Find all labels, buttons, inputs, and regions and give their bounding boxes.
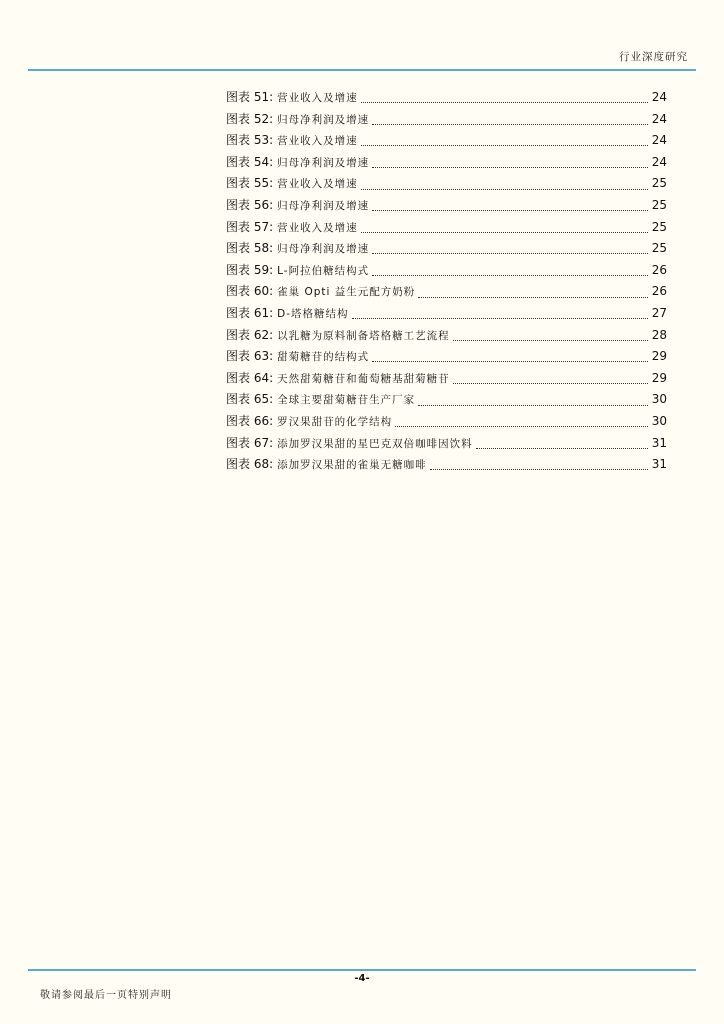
- toc-entry-page: 30: [651, 392, 667, 407]
- toc-entry-title: 归母净利润及增速: [277, 156, 370, 169]
- toc-entry-title: L-阿拉伯糖结构式: [277, 264, 370, 277]
- toc-entry-label: 图表 61:: [226, 305, 274, 320]
- toc-entry-title: D-塔格糖结构: [277, 307, 349, 320]
- toc-entry-label: 图表 68:: [226, 457, 274, 472]
- footer-divider: [28, 969, 696, 971]
- toc-entry-label: 图表 53:: [226, 133, 274, 148]
- toc-dot-leader: [372, 253, 648, 254]
- toc-entry-title: 营业收入及增速: [277, 135, 358, 148]
- toc-dot-leader: [361, 102, 648, 103]
- toc-entry-page: 27: [651, 305, 667, 320]
- toc-entry-title: 归母净利润及增速: [277, 243, 370, 256]
- toc-entry[interactable]: [226, 325, 667, 347]
- toc-dot-leader: [361, 145, 648, 146]
- toc-entry[interactable]: [226, 411, 667, 433]
- toc-entry-page: 24: [651, 133, 667, 148]
- toc-entry[interactable]: [226, 454, 667, 476]
- toc-entry-page: 26: [651, 262, 667, 277]
- toc-entry-label: 图表 62:: [226, 327, 274, 342]
- toc-dot-leader: [361, 189, 648, 190]
- toc-entry-title: 归母净利润及增速: [277, 199, 370, 212]
- toc-entry[interactable]: [226, 173, 667, 195]
- toc-entry-label: 图表 54:: [226, 154, 274, 169]
- toc-entry-label: 图表 58:: [226, 241, 274, 256]
- toc-entry-page: 24: [651, 111, 667, 126]
- toc-dot-leader: [453, 383, 648, 384]
- toc-entry-label: 图表 59:: [226, 262, 274, 277]
- toc-entry[interactable]: [226, 389, 667, 411]
- toc-entry[interactable]: [226, 87, 667, 109]
- toc-entry-title: 以乳糖为原料制备塔格糖工艺流程: [277, 329, 450, 342]
- toc-entry-title: 雀巢 Opti 益生元配方奶粉: [277, 286, 416, 299]
- toc-dot-leader: [430, 469, 648, 470]
- toc-entry-label: 图表 55:: [226, 176, 274, 191]
- toc-entry-title: 甜菊糖苷的结构式: [277, 351, 370, 364]
- toc-entry[interactable]: [226, 346, 667, 368]
- toc-entry-page: 25: [651, 176, 667, 191]
- toc-dot-leader: [361, 232, 648, 233]
- toc-entry-label: 图表 64:: [226, 370, 274, 385]
- toc-entry[interactable]: [226, 433, 667, 455]
- toc-dot-leader: [372, 167, 648, 168]
- toc-dot-leader: [418, 405, 648, 406]
- footer-disclaimer: 敬请参阅最后一页特别声明: [40, 990, 172, 1001]
- toc-entry-title: 营业收入及增速: [277, 178, 358, 191]
- toc-dot-leader: [395, 426, 648, 427]
- toc-entry-title: 全球主要甜菊糖苷生产厂家: [277, 394, 416, 407]
- toc-entry-label: 图表 57:: [226, 219, 274, 234]
- toc-entry-page: 25: [651, 197, 667, 212]
- toc-entry-page: 25: [651, 219, 667, 234]
- toc-entry[interactable]: [226, 281, 667, 303]
- toc-entry[interactable]: [226, 152, 667, 174]
- report-type-label: 行业深度研究: [619, 51, 688, 63]
- page-number: -4-: [354, 973, 370, 984]
- toc-entry[interactable]: [226, 195, 667, 217]
- toc-entry-title: 罗汉果甜苷的化学结构: [277, 415, 393, 428]
- toc-entry-page: 29: [651, 349, 667, 364]
- toc-entry-page: 24: [651, 154, 667, 169]
- toc-entry-title: 添加罗汉果甜的星巴克双倍咖啡因饮料: [277, 437, 473, 450]
- toc-entry-label: 图表 52:: [226, 111, 274, 126]
- toc-entry-label: 图表 51:: [226, 90, 274, 104]
- toc-entry-page: 31: [651, 435, 667, 450]
- toc-entry-title: 天然甜菊糖苷和葡萄糖基甜菊糖苷: [277, 372, 450, 385]
- toc-entry-page: 30: [651, 413, 667, 428]
- toc-entry-title: 添加罗汉果甜的雀巢无糖咖啡: [277, 459, 427, 472]
- toc-entry-title: 营业收入及增速: [277, 92, 358, 104]
- toc-entry[interactable]: [226, 130, 667, 152]
- toc-dot-leader: [453, 340, 648, 341]
- toc-dot-leader: [418, 297, 648, 298]
- figure-index-list: [226, 87, 667, 476]
- toc-entry-label: 图表 56:: [226, 197, 274, 212]
- toc-entry-label: 图表 66:: [226, 413, 274, 428]
- toc-entry-page: 25: [651, 241, 667, 256]
- toc-entry-label: 图表 60:: [226, 284, 274, 299]
- toc-dot-leader: [372, 275, 648, 276]
- header-divider: [28, 69, 696, 71]
- toc-entry-label: 图表 65:: [226, 392, 274, 407]
- toc-entry-page: 24: [651, 90, 667, 104]
- toc-entry[interactable]: [226, 109, 667, 131]
- toc-dot-leader: [352, 318, 648, 319]
- toc-entry[interactable]: [226, 303, 667, 325]
- toc-entry-page: 26: [651, 284, 667, 299]
- toc-entry-label: 图表 67:: [226, 435, 274, 450]
- toc-dot-leader: [372, 210, 648, 211]
- toc-entry-page: 28: [651, 327, 667, 342]
- toc-entry-title: 归母净利润及增速: [277, 113, 370, 126]
- toc-entry-title: 营业收入及增速: [277, 221, 358, 234]
- toc-entry[interactable]: [226, 238, 667, 260]
- toc-entry[interactable]: [226, 217, 667, 239]
- toc-dot-leader: [372, 124, 648, 125]
- toc-entry-page: 29: [651, 370, 667, 385]
- toc-dot-leader: [476, 448, 648, 449]
- toc-entry[interactable]: [226, 260, 667, 282]
- toc-entry[interactable]: [226, 368, 667, 390]
- toc-dot-leader: [372, 361, 648, 362]
- toc-entry-label: 图表 63:: [226, 349, 274, 364]
- toc-entry-page: 31: [651, 457, 667, 472]
